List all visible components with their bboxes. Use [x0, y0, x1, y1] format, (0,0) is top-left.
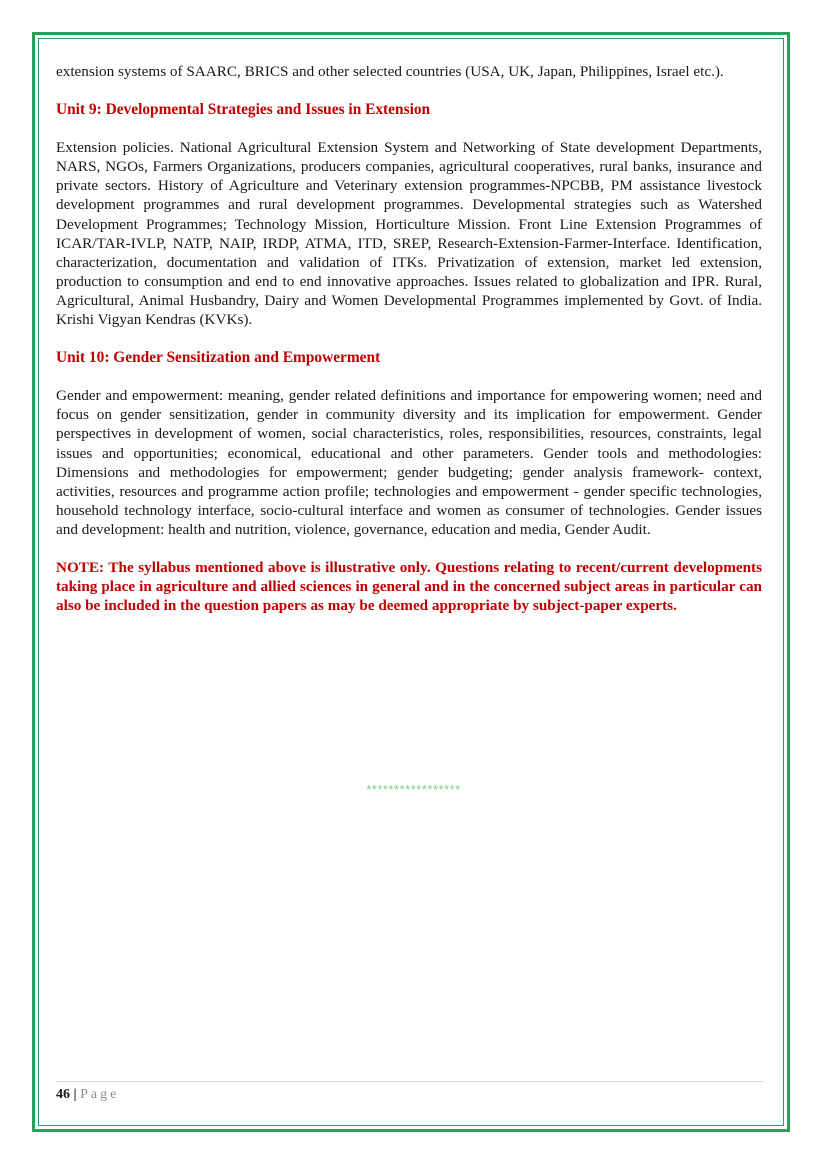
page-number: 46 [56, 1087, 70, 1102]
end-separator-stars: ***************** [366, 782, 461, 797]
document-content [56, 62, 762, 615]
footer-rule [56, 1081, 764, 1082]
unit-9-heading: Unit 9: Developmental Strategies and Issues in Extension [56, 101, 431, 119]
footer-divider: | [73, 1087, 77, 1102]
unit-9-body: Extension policies. National Agricultural Extension System and Networking of State development Departments, NARS, NGOs, Farmers Organizations, producers companies, agricultural cooperatives, rural banks, insurance and private sectors. History of Agriculture and Veterinary extension programmes-NPCBB, PM assistance livestock development programmes and rural development programmes. Developmental strategies such as Watershed Development Programmes; Technology Mission, Horticulture Mission. Front Line Extension Programmes of ICAR/TAR-IVLP, NATP, NAIP, IRDP, ATMA, ITD, SREP, Research-Extension-Farmer-Interface. Identification, characterization, documentation and validation of ITKs. Privatization of extension, market led extension, production to consumption and end to end innovative approaches. Issues related to globalization and IPR. Rural, Agricultural, Animal Husbandry, Dairy and Women Developmental Programmes implemented by Govt. of India. Krishi Vigyan Kendras (KVKs). [56, 139, 762, 329]
unit-10-body: Gender and empowerment: meaning, gender related definitions and importance for empowering women; need and focus on gender sensitization, gender in community diversity and its implication for empowerment. Gender perspectives in development of women, social characteristics, roles, responsibilities, resources, constraints, legal issues and opportunities; economical, educational and other parameters. Gender tools and methodologies: Dimensions and methodologies for empowerment; gender budgeting; gender analysis framework- context, activities, resources and programme action profile; technologies and empowerment - gender specific technologies, household technology interface, socio-cultural interface and women as consumer of technologies. Gender issues and development: health and nutrition, violence, governance, education and media, Gender Audit. [56, 387, 762, 538]
continuation-paragraph: extension systems of SAARC, BRICS and other selected countries (USA, UK, Japan, Philippines, Israel etc.). [56, 63, 724, 80]
page-footer [56, 1086, 119, 1104]
unit-10-heading: Unit 10: Gender Sensitization and Empowerment [56, 349, 381, 367]
page-label: Page [80, 1087, 120, 1102]
syllabus-note: NOTE: The syllabus mentioned above is illustrative only. Questions relating to recent/current developments taking place in agriculture and allied sciences in general and in the concerned subject areas in particular can also be included in the question papers as may be deemed appropriate by subject-paper experts. [56, 558, 762, 615]
